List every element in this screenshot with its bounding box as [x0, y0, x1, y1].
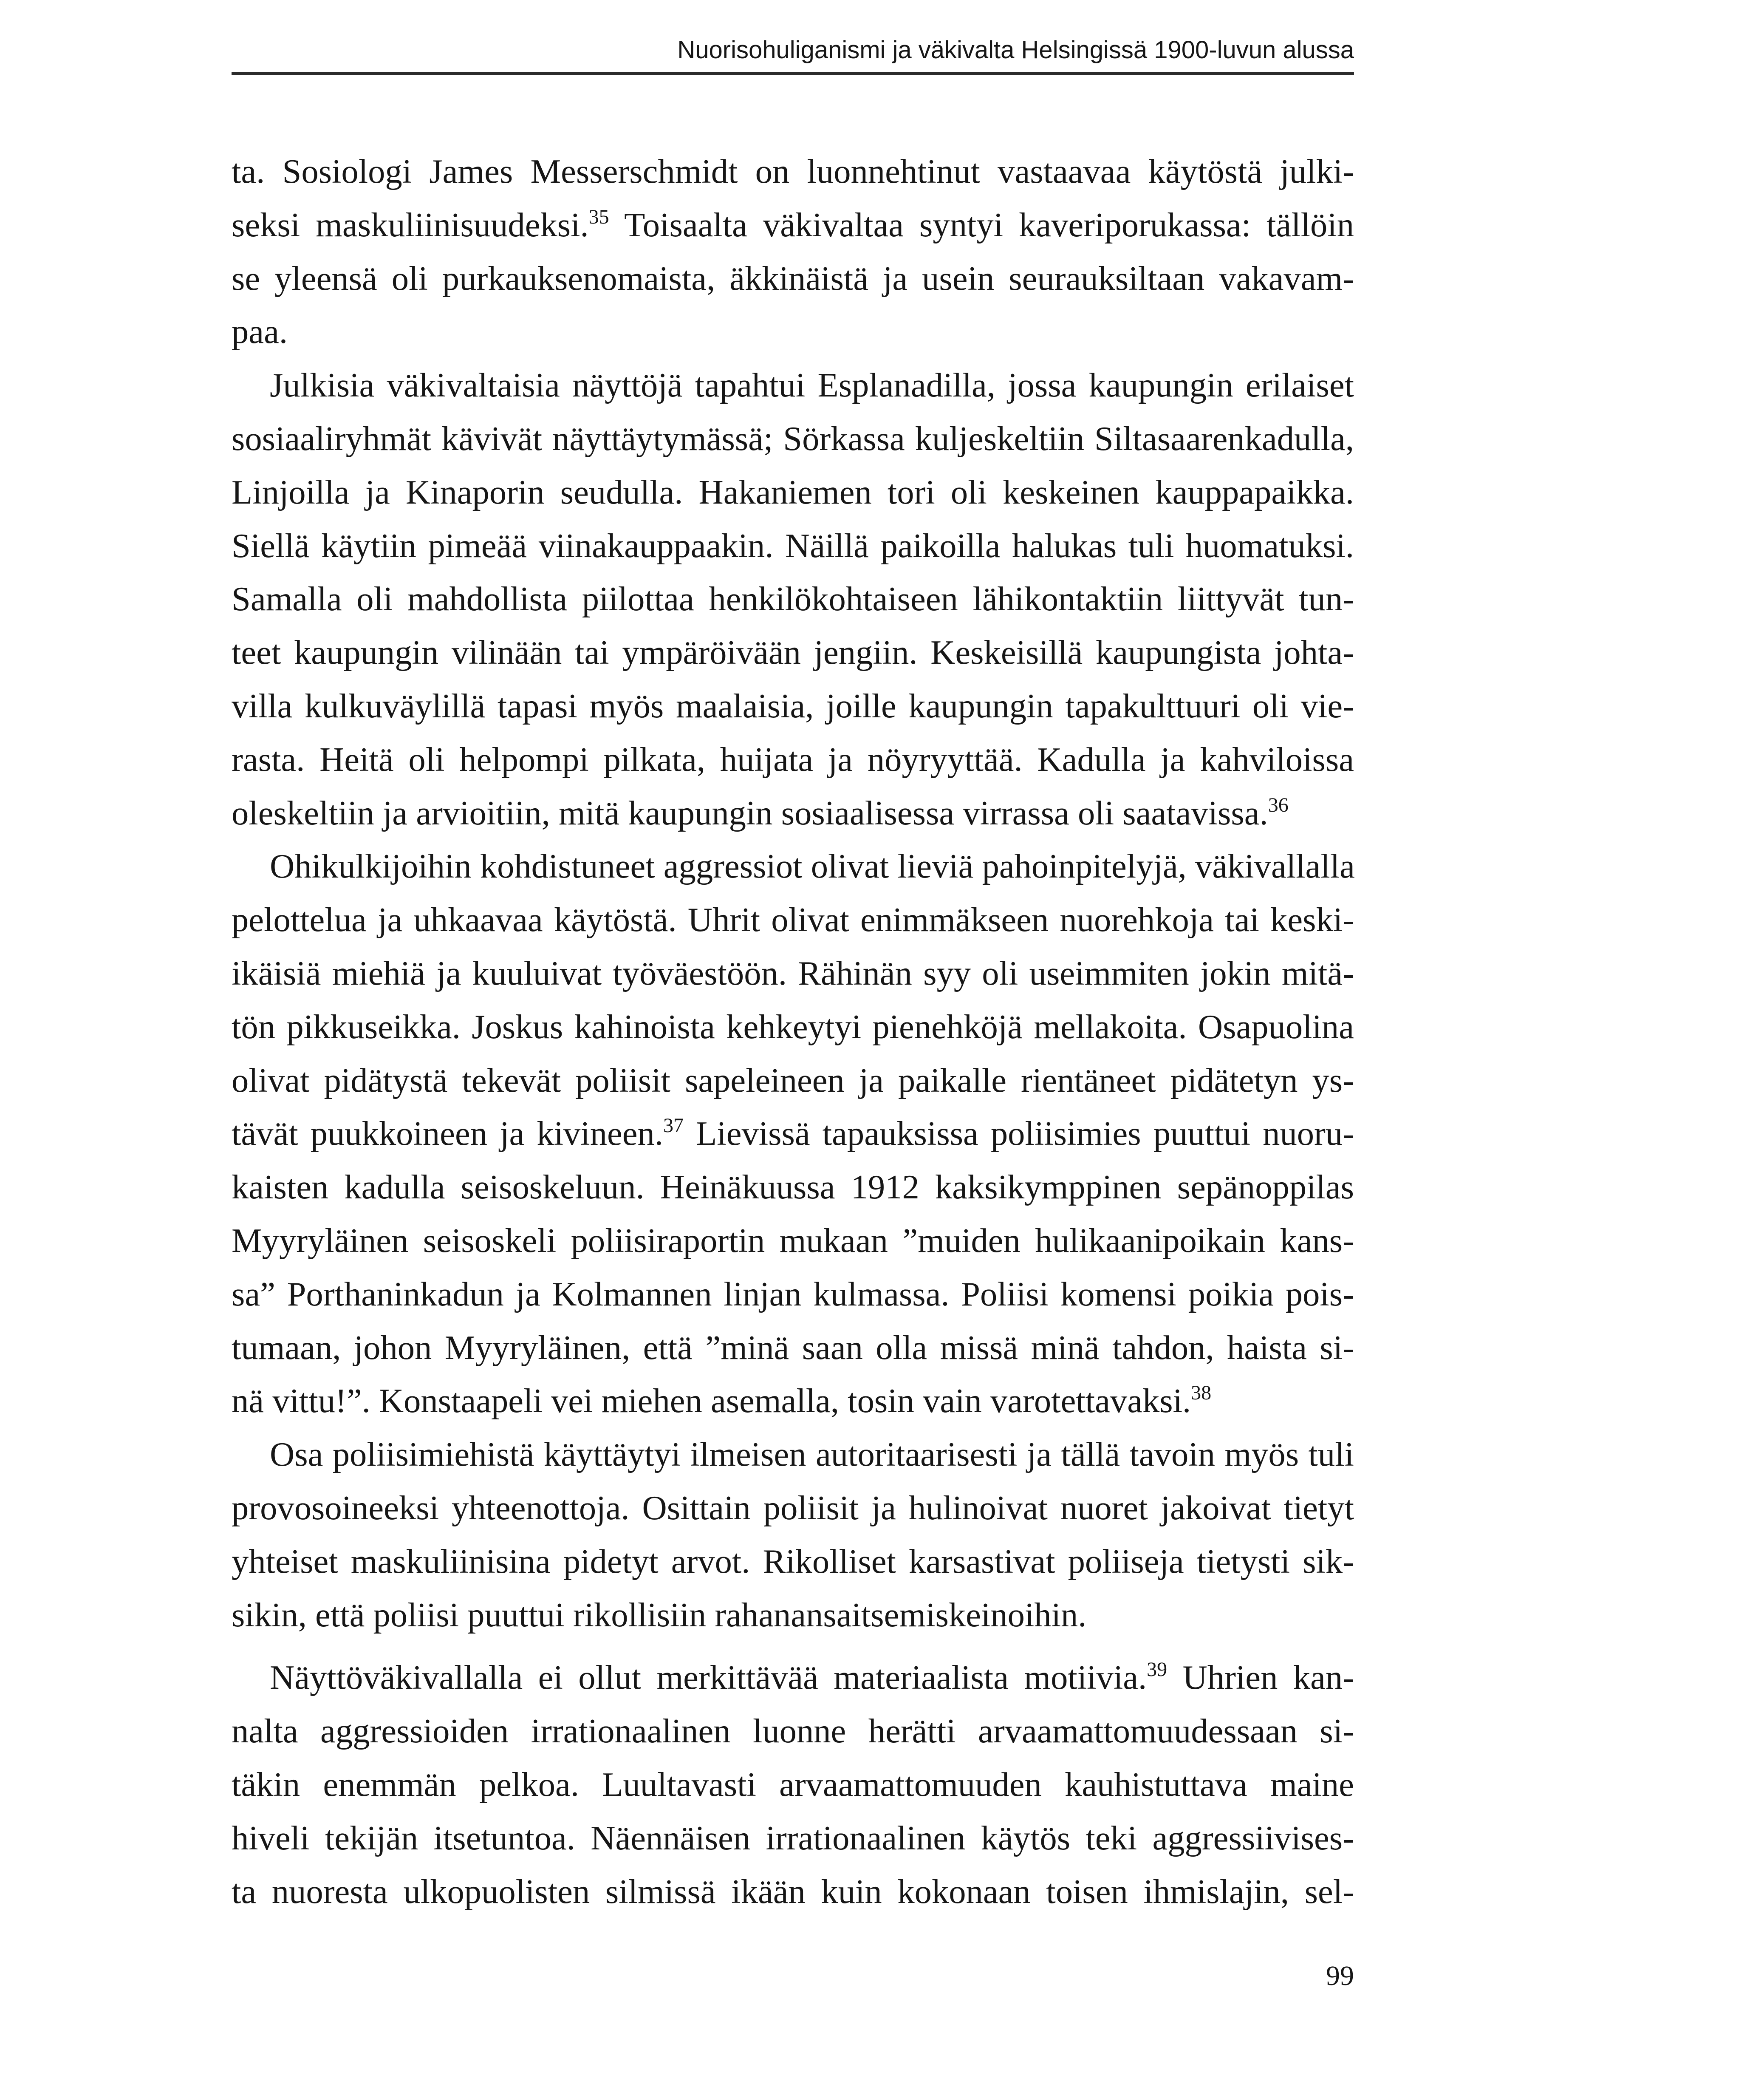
- text-line: tön pikkuseikka. Joskus kahinoista kehkeytyi pienehköjä mellakoita. Osapuolina: [232, 1008, 1354, 1046]
- text-line: sosiaaliryhmät kävivät näyttäytymässä; Sörkassa kuljeskeltiin Siltasaarenkadulla,: [232, 419, 1354, 458]
- text-line: pelottelua ja uhkaavaa käytöstä. Uhrit olivat enimmäkseen nuorehkoja tai keski-: [232, 901, 1354, 939]
- body-text: [232, 145, 1354, 1918]
- text-line: seksi maskuliinisuudeksi.$^{35}$ Toisaalta väkivaltaa syntyi kaveriporukassa: tällöin: [232, 205, 1354, 244]
- text-line: ikäisiä miehiä ja kuuluivat työväestöön. Rähinän syy oli useimmiten jokin mitä-: [232, 954, 1354, 992]
- text-line: Ohikulkijoihin kohdistuneet aggressiot olivat lieviä pahoinpitelyjä, väkivallalla: [270, 847, 1355, 886]
- text-line: nalta aggressioiden irrationaalinen luonne herätti arvaamattomuudessaan si-: [232, 1712, 1354, 1750]
- text-line: tävät puukkoineen ja kivineen.$^{37}$ Lievissä tapauksissa poliisimies puuttui nuoru-: [232, 1114, 1354, 1153]
- footnote-ref: 35: [588, 205, 609, 228]
- paragraph: [232, 1428, 1354, 1642]
- paragraph-spacing: [232, 1642, 1354, 1651]
- text-line: teet kaupungin vilinään tai ympäröivään jengiin. Keskeisillä kaupungista johta-: [232, 634, 1354, 672]
- text-line: ta nuoresta ulkopuolisten silmissä ikään kuin kokonaan toisen ihmislajin, sel-: [232, 1872, 1354, 1911]
- text-line: sikin, että poliisi puuttui rikollisiin rahanansaitsemiskeinoihin.: [232, 1596, 1087, 1634]
- text-line: oleskeltiin ja arvioitiin, mitä kaupungin sosiaalisessa virrassa oli saatavissa.$^{36}$: [232, 793, 1289, 832]
- paragraph: [232, 145, 1354, 359]
- text-line: Linjoilla ja Kinaporin seudulla. Hakaniemen tori oli keskeinen kauppapaikka.: [232, 473, 1354, 511]
- text-line: villa kulkuväylillä tapasi myös maalaisia, joille kaupungin tapakulttuuri oli vie-: [232, 687, 1354, 725]
- paragraph: [232, 840, 1354, 1428]
- paragraph: [232, 1651, 1354, 1918]
- page-number: 99: [1326, 1960, 1354, 1991]
- text-line: Myyryläinen seisoskeli poliisiraportin mukaan ”muiden hulikaanipoikain kans-: [232, 1221, 1354, 1260]
- footnote-ref: 38: [1191, 1382, 1212, 1404]
- text-line: Siellä käytiin pimeää viinakauppaakin. Näillä paikoilla halukas tuli huomatuksi.: [232, 527, 1354, 565]
- text-line: provosoineeksi yhteenottoja. Osittain poliisit ja hulinoivat nuoret jakoivat tietyt: [232, 1489, 1354, 1527]
- footnote-ref: 39: [1147, 1658, 1168, 1681]
- text-line: se yleensä oli purkauksenomaista, äkkinäistä ja usein seurauksiltaan vakavam-: [232, 259, 1354, 297]
- text-line: Näyttöväkivallalla ei ollut merkittävää materiaalista motiivia.$^{39}$ Uhrien kan-: [270, 1658, 1354, 1697]
- text-line: kaisten kadulla seisoskeluun. Heinäkuussa 1912 kaksikymppinen sepänoppilas: [232, 1168, 1354, 1206]
- text-line: ta. Sosiologi James Messerschmidt on luonnehtinut vastaavaa käytöstä julki-: [232, 153, 1354, 190]
- text-line: rasta. Heitä oli helpompi pilkata, huijata ja nöyryyttää. Kadulla ja kahviloissa: [232, 740, 1354, 779]
- text-line: paa.: [232, 313, 288, 351]
- text-line: Samalla oli mahdollista piilottaa henkilökohtaiseen lähikontaktiin liittyvät tun-: [232, 580, 1354, 618]
- text-line: yhteiset maskuliinisina pidetyt arvot. Rikolliset karsastivat poliiseja tietysti sik-: [232, 1542, 1354, 1580]
- text-line: sa” Porthaninkadun ja Kolmannen linjan kulmassa. Poliisi komensi poikia pois-: [232, 1275, 1354, 1313]
- paragraph: [232, 359, 1354, 840]
- text-line: nä vittu!”. Konstaapeli vei miehen asemalla, tosin vain varotettavaksi.$^{38}$: [232, 1382, 1212, 1420]
- footnote-ref: 36: [1268, 793, 1289, 816]
- text-line: täkin enemmän pelkoa. Luultavasti arvaamattomuuden kauhistuttava maine: [232, 1765, 1354, 1804]
- text-line: Julkisia väkivaltaisia näyttöjä tapahtui Esplanadilla, jossa kaupungin erilaiset: [270, 366, 1354, 405]
- text-line: olivat pidätystä tekevät poliisit sapeleineen ja paikalle rientäneet pidätetyn ys-: [232, 1061, 1354, 1099]
- text-line: hiveli tekijän itsetuntoa. Näennäisen irrationaalinen käytös teki aggressiivises-: [232, 1819, 1354, 1857]
- footnote-ref: 37: [663, 1114, 684, 1137]
- text-line: Osa poliisimiehistä käyttäytyi ilmeisen autoritaarisesti ja tällä tavoin myös tuli: [270, 1436, 1354, 1474]
- header-rule: [232, 72, 1354, 75]
- text-line: tumaan, johon Myyryläinen, että ”minä saan olla missä minä tahdon, haista si-: [232, 1328, 1354, 1367]
- running-header: Nuorisohuliganismi ja väkivalta Helsingissä 1900-luvun alussa: [677, 36, 1354, 64]
